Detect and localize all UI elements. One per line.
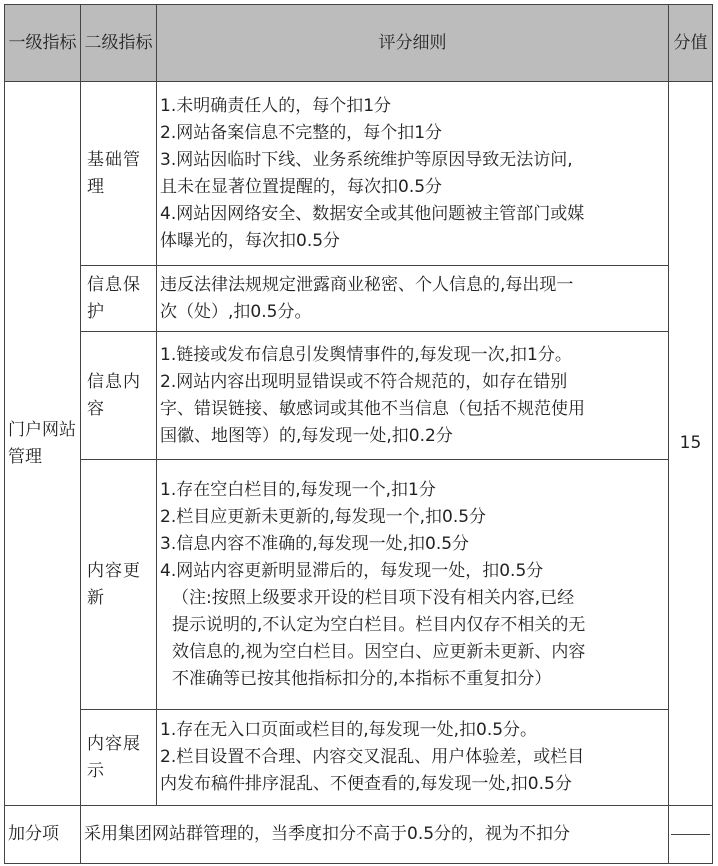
level1-indicator: 门户网站管理 <box>5 82 81 806</box>
criteria-line: 且未在显著位置提醒的，每次扣0.5分 <box>160 176 443 197</box>
criteria-line: 提示说明的,不认定为空白栏目。栏目内仅存不相关的无 <box>172 614 586 635</box>
criteria-line: 不准确等已按其他指标扣分的,本指标不重复扣分） <box>172 668 552 689</box>
criteria-cell <box>157 710 669 806</box>
criteria-line: 1.存在空白栏目的,每发现一个,扣1分 <box>160 479 436 500</box>
table-row <box>5 266 713 332</box>
header-level1: 一级指标 <box>5 5 81 82</box>
criteria-line: 体曝光的，每次扣0.5分 <box>160 230 341 251</box>
criteria-line: 2.网站内容出现明显错误或不符合规范的，如存在错别 <box>160 371 568 392</box>
header-score: 分值 <box>669 5 713 82</box>
criteria-line: 2.栏目应更新未更新的,每发现一个,扣0.5分 <box>160 506 487 527</box>
level2-indicator: 信息保护 <box>81 266 157 332</box>
criteria-line: 1.链接或发布信息引发舆情事件的,每发现一次,扣1分。 <box>160 344 572 365</box>
scoring-table <box>4 4 713 864</box>
table-row <box>5 460 713 710</box>
bonus-row <box>5 806 713 864</box>
level2-indicator: 内容更新 <box>81 460 157 710</box>
table-row <box>5 82 713 266</box>
bonus-score-dash <box>669 806 713 864</box>
header-row <box>5 5 713 82</box>
criteria-line: 2.网站备案信息不完整的，每个扣1分 <box>160 122 443 143</box>
criteria-line: 内发布稿件排序混乱、不便查看的,每发现一处,扣0.5分 <box>160 774 572 794</box>
criteria-line: 3.网站因临时下线、业务系统维护等原因导致无法访问, <box>160 149 573 170</box>
criteria-line: （注:按照上级要求开设的栏目项下没有相关内容,已经 <box>172 587 575 608</box>
criteria-line: 2.栏目设置不合理、内容交叉混乱、用户体验差，或栏目 <box>160 747 585 767</box>
bonus-label: 加分项 <box>5 806 81 864</box>
table-row <box>5 332 713 460</box>
level2-indicator: 信息内容 <box>81 332 157 460</box>
criteria-cell <box>157 266 669 332</box>
criteria-line: 4.网站内容更新明显滞后的，每发现一处，扣0.5分 <box>160 560 544 581</box>
criteria-line: 1.存在无入口页面或栏目的,每发现一处,扣0.5分。 <box>160 720 538 740</box>
criteria-line: 1.未明确责任人的，每个扣1分 <box>160 95 392 116</box>
criteria-line: 效信息的,视为空白栏目。因空白、应更新未更新、内容 <box>172 641 586 662</box>
table-row <box>5 710 713 806</box>
criteria-line: 次（处）,扣0.5分。 <box>160 301 312 322</box>
level2-indicator: 基础管理 <box>81 82 157 266</box>
criteria-line: 字、错误链接、敏感词或其他不当信息（包括不规范使用 <box>160 398 585 419</box>
criteria-cell <box>157 460 669 710</box>
criteria-cell <box>157 332 669 460</box>
score-value: 15 <box>669 82 713 806</box>
criteria-cell <box>157 82 669 266</box>
header-criteria: 评分细则 <box>157 5 669 82</box>
criteria-line: 国徽、地图等）的,每发现一处,扣0.2分 <box>160 425 453 446</box>
criteria-line: 4.网站因网络安全、数据安全或其他问题被主管部门或媒 <box>160 203 585 224</box>
criteria-line: 违反法律法规规定泄露商业秘密、个人信息的,每出现一 <box>160 274 574 295</box>
criteria-line: 3.信息内容不准确的,每发现一处,扣0.5分 <box>160 533 470 554</box>
header-level2: 二级指标 <box>81 5 157 82</box>
bonus-text: 采用集团网站群管理的，当季度扣分不高于0.5分的，视为不扣分 <box>81 806 669 864</box>
level2-indicator: 内容展示 <box>81 710 157 806</box>
